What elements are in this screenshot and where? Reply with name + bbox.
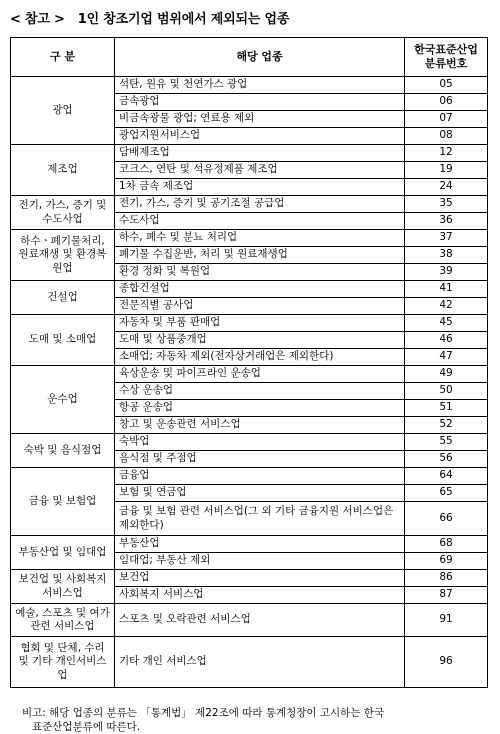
table-row	[11, 196, 488, 213]
category-cell: 운수업	[11, 366, 115, 434]
industry-cell: 전기, 가스, 증기 및 공기조절 공급업	[115, 196, 405, 213]
industry-cell: 음식점 및 주점업	[115, 451, 405, 468]
code-cell: 56	[405, 451, 488, 468]
category-cell: 도매 및 소매업	[11, 315, 115, 366]
category-cell: 숙박 및 음식점업	[11, 434, 115, 468]
category-cell: 건설업	[11, 281, 115, 315]
code-cell: 86	[405, 570, 488, 587]
table-body	[11, 77, 488, 688]
industry-cell: 부동산업	[115, 536, 405, 553]
industry-cell: 보건업	[115, 570, 405, 587]
industry-cell: 1차 금속 제조업	[115, 179, 405, 196]
industry-cell: 폐기물 수집운반, 처리 및 원료재생업	[115, 247, 405, 264]
industry-cell: 하수, 폐수 및 분뇨 처리업	[115, 230, 405, 247]
code-cell: 50	[405, 383, 488, 400]
code-cell: 87	[405, 587, 488, 604]
header-code: 한국표준산업 분류번호	[405, 38, 488, 77]
table-row	[11, 637, 488, 688]
code-cell: 46	[405, 332, 488, 349]
table-row	[11, 230, 488, 247]
industry-cell: 전문직별 공사업	[115, 298, 405, 315]
table-row	[11, 77, 488, 94]
code-cell: 08	[405, 128, 488, 145]
code-cell: 24	[405, 179, 488, 196]
page-title: < 참고 > 1인 창조기업 범위에서 제외되는 업종	[10, 12, 290, 27]
footnote	[22, 706, 484, 734]
table-row	[11, 434, 488, 451]
category-cell: 예술, 스포츠 및 여가관련 서비스업	[11, 604, 115, 637]
category-cell: 협회 및 단체, 수리 및 기타 개인서비스업	[11, 637, 115, 688]
industry-cell: 코크스, 연탄 및 석유정제품 제조업	[115, 162, 405, 179]
code-cell: 64	[405, 468, 488, 485]
industry-cell: 환경 정화 및 복원업	[115, 264, 405, 281]
code-cell: 55	[405, 434, 488, 451]
industry-cell: 석탄, 원유 및 천연가스 광업	[115, 77, 405, 94]
industry-cell: 보험 및 연금업	[115, 485, 405, 502]
footnote-line-1: 비고: 해당 업종의 분류는 「통계법」 제22조에 따라 통계청장이 고시하는 한국	[22, 707, 385, 719]
code-cell: 68	[405, 536, 488, 553]
code-cell: 07	[405, 111, 488, 128]
code-cell: 52	[405, 417, 488, 434]
code-cell: 36	[405, 213, 488, 230]
industry-cell: 사회복지 서비스업	[115, 587, 405, 604]
category-cell: 광업	[11, 77, 115, 145]
code-cell: 66	[405, 502, 488, 536]
category-cell: 전기, 가스, 증기 및 수도사업	[11, 196, 115, 230]
code-cell: 69	[405, 553, 488, 570]
header-category: 구 분	[11, 38, 115, 77]
category-cell: 금융 및 보험업	[11, 468, 115, 536]
excluded-industries-table	[10, 37, 488, 688]
table-row	[11, 570, 488, 587]
code-cell: 05	[405, 77, 488, 94]
code-cell: 49	[405, 366, 488, 383]
industry-cell: 도매 및 상품중개업	[115, 332, 405, 349]
table-row	[11, 145, 488, 162]
industry-cell: 담배제조업	[115, 145, 405, 162]
table-header-row	[11, 38, 488, 77]
table-row	[11, 315, 488, 332]
category-cell: 보건업 및 사회복지 서비스업	[11, 570, 115, 604]
code-cell: 12	[405, 145, 488, 162]
category-cell: 제조업	[11, 145, 115, 196]
header-industry: 해당 업종	[115, 38, 405, 77]
table-row	[11, 366, 488, 383]
industry-cell: 임대업; 부동산 제외	[115, 553, 405, 570]
table-row	[11, 468, 488, 485]
code-cell: 41	[405, 281, 488, 298]
industry-cell: 기타 개인 서비스업	[115, 637, 405, 688]
industry-cell: 수도사업	[115, 213, 405, 230]
industry-cell: 금융업	[115, 468, 405, 485]
industry-cell: 항공 운송업	[115, 400, 405, 417]
table-row	[11, 281, 488, 298]
code-cell: 47	[405, 349, 488, 366]
code-cell: 96	[405, 637, 488, 688]
table-row	[11, 604, 488, 637]
code-cell: 19	[405, 162, 488, 179]
industry-cell: 스포츠 및 오락관련 서비스업	[115, 604, 405, 637]
industry-cell: 수상 운송업	[115, 383, 405, 400]
table-row	[11, 536, 488, 553]
industry-cell: 육상운송 및 파이프라인 운송업	[115, 366, 405, 383]
industry-cell: 광업지원서비스업	[115, 128, 405, 145]
industry-cell: 소매업; 자동차 제외(전자상거래업은 제외한다)	[115, 349, 405, 366]
code-cell: 37	[405, 230, 488, 247]
code-cell: 06	[405, 94, 488, 111]
code-cell: 42	[405, 298, 488, 315]
industry-cell: 비금속광물 광업; 연료용 제외	[115, 111, 405, 128]
industry-cell: 숙박업	[115, 434, 405, 451]
industry-cell: 금속광업	[115, 94, 405, 111]
industry-cell: 종합건설업	[115, 281, 405, 298]
code-cell: 39	[405, 264, 488, 281]
category-cell: 부동산업 및 임대업	[11, 536, 115, 570]
category-cell: 하수ㆍ폐기물처리, 원료재생 및 환경복원업	[11, 230, 115, 281]
code-cell: 91	[405, 604, 488, 637]
code-cell: 38	[405, 247, 488, 264]
code-cell: 51	[405, 400, 488, 417]
code-cell: 35	[405, 196, 488, 213]
industry-cell: 창고 및 운송관련 서비스업	[115, 417, 405, 434]
industry-cell: 금융 및 보험 관련 서비스업(그 외 기타 금융지원 서비스업은 제외한다)	[115, 502, 405, 536]
industry-cell: 자동차 및 부품 판매업	[115, 315, 405, 332]
footnote-line-2: 표준산업분류에 따른다.	[32, 721, 141, 733]
code-cell: 65	[405, 485, 488, 502]
code-cell: 45	[405, 315, 488, 332]
